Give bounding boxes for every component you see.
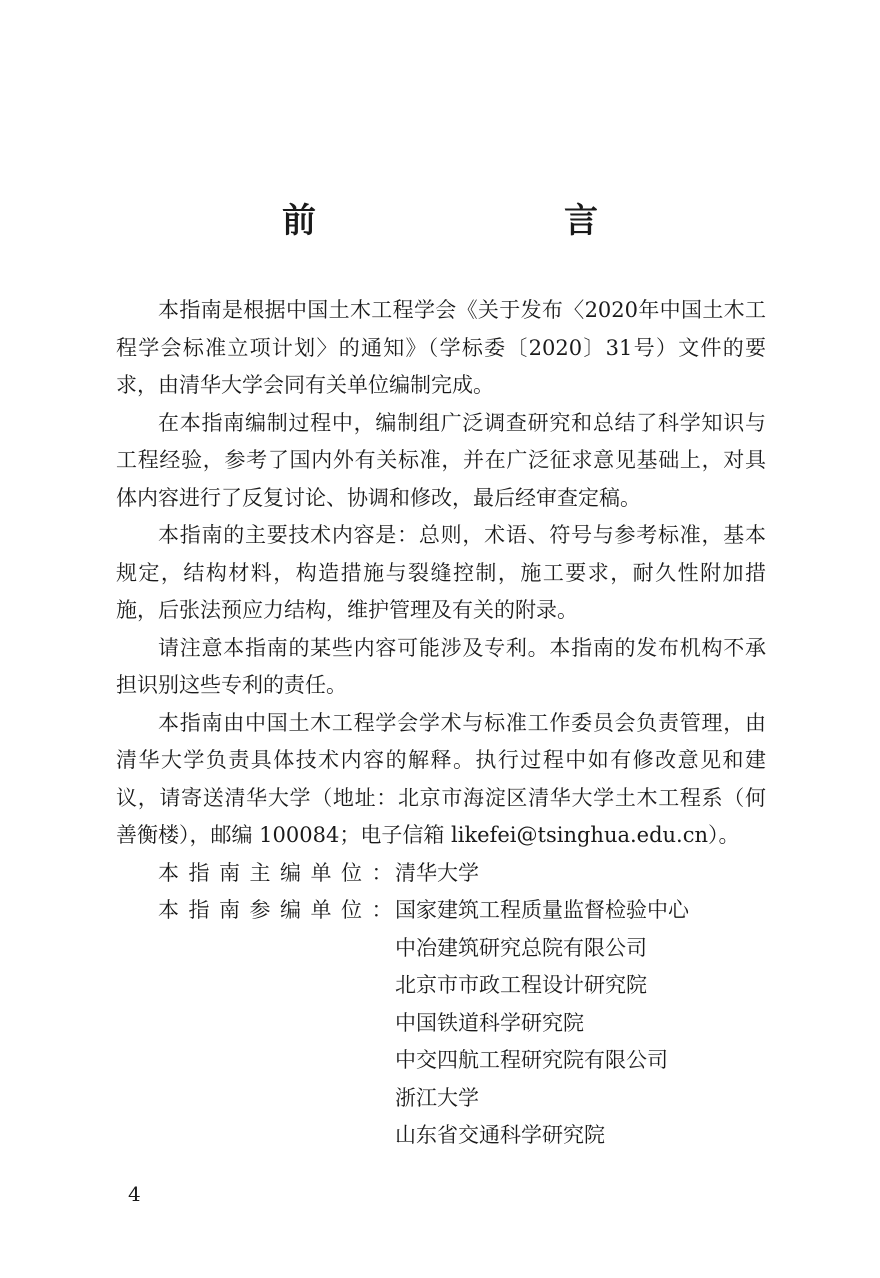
paragraph-patent: 请注意本指南的某些内容可能涉及专利。本指南的发布机构不承担识别这些专利的责任。: [116, 635, 766, 697]
page-title: 前 言: [282, 201, 658, 241]
participating-unit: 国家建筑工程质量监督检验中心: [395, 898, 689, 922]
participating-unit: 中冶建筑研究总院有限公司: [395, 935, 647, 960]
paragraph-management: 本指南由中国土木工程学会学术与标准工作委员会负责管理，由清华大学负责具体技术内容的解释。执行过程中如有修改意见和建议，请寄送清华大学（地址：北京市海淀区清华大学土木工程系（何善衡楼），邮编 100084；电子信箱 likefei@tsinghua.edu.cn）。: [116, 710, 766, 847]
participating-unit: 中国铁道科学研究院: [395, 1010, 584, 1035]
editing-units: [116, 855, 766, 1155]
preface-body: [116, 292, 766, 1155]
paragraph-content: 本指南的主要技术内容是：总则，术语、符号与参考标准，基本规定，结构材料，构造措施与裂缝控制，施工要求，耐久性附加措施，后张法预应力结构，维护管理及有关的附录。: [116, 523, 766, 622]
participating-unit: 浙江大学: [395, 1085, 479, 1110]
chief-unit-value: 清华大学: [395, 860, 479, 885]
participating-units-list: [395, 892, 689, 1155]
participating-unit: 北京市市政工程设计研究院: [395, 973, 647, 997]
chief-unit-label: 本指南主编单位：: [158, 860, 402, 885]
participating-units-label: 本指南参编单位：: [158, 898, 402, 922]
participating-unit: 山东省交通科学研究院: [395, 1123, 605, 1147]
participating-unit: 中交四航工程研究院有限公司: [395, 1048, 668, 1072]
chief-unit-row: [116, 855, 766, 893]
paragraph-basis: 本指南是根据中国土木工程学会《关于发布〈2020年中国土木工程学会标准立项计划〉的通知》（学标委〔2020〕31号）文件的要求，由清华大学会同有关单位编制完成。: [116, 298, 766, 397]
paragraph-process: 在本指南编制过程中，编制组广泛调查研究和总结了科学知识与工程经验，参考了国内外有关标准，并在广泛征求意见基础上，对具体内容进行了反复讨论、协调和修改，最后经审查定稿。: [116, 410, 766, 510]
participating-units-row: [116, 892, 766, 1155]
page-number: 4: [128, 1182, 141, 1206]
